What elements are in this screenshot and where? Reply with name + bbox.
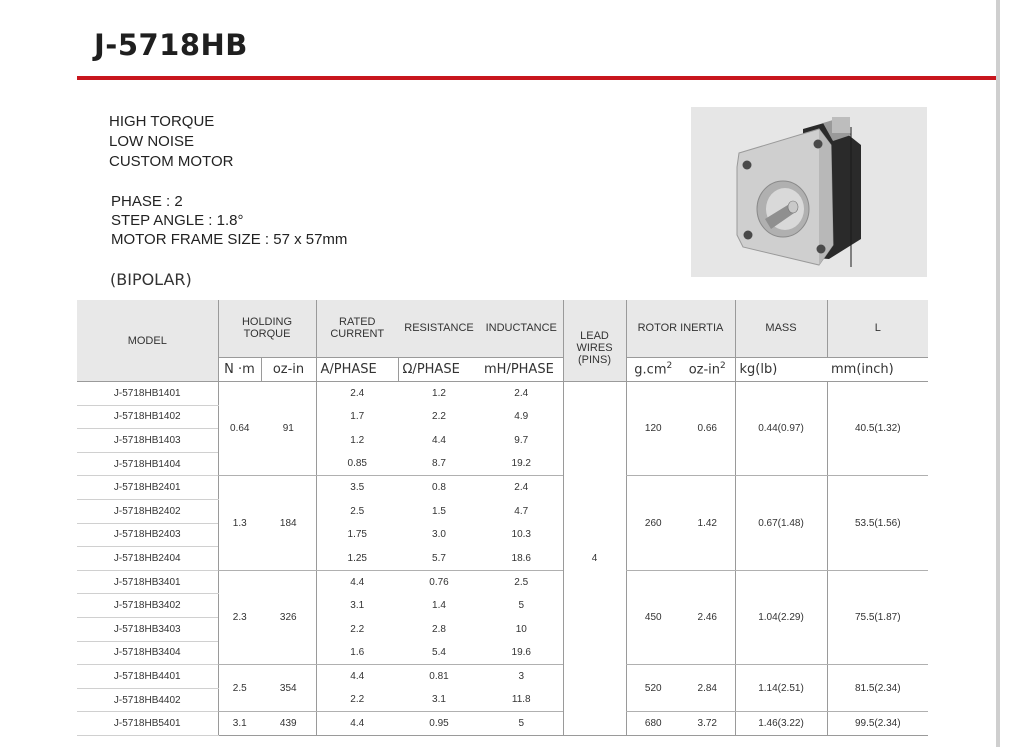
cell-model: J-5718HB1403	[77, 429, 218, 453]
cell-current: 4.4	[316, 712, 398, 736]
cell-inductance: 2.4	[514, 482, 529, 494]
wiring-type: (BIPOLAR)	[110, 270, 192, 289]
cell-torque-ozin: 326	[261, 570, 316, 664]
header-lead-wires-sub: (PINS)	[578, 354, 611, 366]
cell-inertia-gcm: 450	[626, 570, 680, 664]
table-row	[77, 570, 928, 594]
cell-resistance: 1.5	[432, 505, 446, 517]
cell-inductance: 2.5	[514, 576, 529, 588]
cell-inductance: 18.6	[480, 547, 563, 571]
feature-item: HIGH TORQUE	[109, 113, 215, 130]
cell-model: J-5718HB2402	[77, 499, 218, 523]
cell-inductance: 3	[518, 671, 525, 683]
cell-length: 53.5(1.56)	[827, 476, 928, 570]
cell-torque-nm: 3.1	[218, 712, 261, 736]
cell-length: 81.5(2.34)	[827, 665, 928, 712]
cell-current: 1.6	[316, 641, 398, 665]
spec-phase: PHASE : 2	[111, 193, 183, 210]
unit-current: A/PHASE	[316, 357, 398, 381]
cell-inductance: 10	[515, 623, 527, 635]
unit-inertia-gcm-label: g.cm	[634, 362, 667, 378]
cell-torque-nm: 0.64	[218, 382, 261, 476]
cell-torque-nm: 2.3	[218, 570, 261, 664]
cell-inertia-gcm: 120	[626, 382, 680, 476]
cell-current: 1.25	[316, 547, 398, 571]
cell-inertia-gcm: 260	[626, 476, 680, 570]
table-body	[77, 382, 928, 736]
cell-resistance: 8.7	[398, 452, 480, 476]
cell-current: 3.5	[316, 476, 398, 500]
cell-resistance: 0.81	[429, 671, 449, 683]
cell-current: 4.4	[316, 665, 398, 689]
unit-mass: kg(lb)	[735, 357, 827, 381]
cell-inertia-ozin: 3.72	[680, 712, 735, 736]
unit-inertia-ozin-label: oz-in	[688, 362, 721, 378]
header-rotor-inertia: ROTOR INERTIA	[626, 300, 735, 357]
cell-resistance: 2.2	[432, 411, 446, 423]
spec-frame-size: MOTOR FRAME SIZE : 57 x 57mm	[111, 231, 348, 248]
cell-inertia-ozin: 0.66	[680, 382, 735, 476]
cell-resistance: 3.0	[432, 529, 446, 541]
cell-length: 75.5(1.87)	[827, 570, 928, 664]
cell-inductance: 19.2	[480, 452, 563, 476]
spec-table	[77, 300, 928, 736]
cell-resistance: 4.4	[432, 434, 446, 446]
cell-resistance: 0.8	[432, 482, 446, 494]
unit-resistance: Ω/PHASE	[398, 357, 480, 381]
cell-inductance: 10.3	[511, 529, 531, 541]
cell-mass: 0.44(0.97)	[735, 382, 827, 476]
cell-model: J-5718HB3404	[77, 641, 218, 665]
cell-model: J-5718HB2401	[77, 476, 218, 500]
feature-item: CUSTOM MOTOR	[109, 153, 234, 170]
cell-inertia-ozin: 1.42	[680, 476, 735, 570]
cell-lead-wires: 4	[563, 382, 626, 736]
header-model: MODEL	[77, 300, 218, 382]
header-holding-torque: HOLDING TORQUE	[218, 300, 316, 357]
header-mass: MASS	[735, 300, 827, 357]
table-header-row	[77, 300, 928, 357]
cell-inertia-ozin: 2.84	[680, 665, 735, 712]
unit-inertia-ozin	[680, 357, 735, 381]
cell-torque-nm: 2.5	[218, 665, 261, 712]
cell-resistance: 1.2	[432, 388, 446, 400]
cell-model: J-5718HB3401	[77, 570, 218, 594]
cell-resistance: 5.7	[398, 547, 480, 571]
cell-resistance: 0.95	[398, 712, 480, 736]
page-title: J-5718HB	[94, 28, 248, 62]
cell-torque-ozin: 184	[261, 476, 316, 570]
cell-model: J-5718HB3403	[77, 617, 218, 641]
cell-model: J-5718HB5401	[77, 712, 218, 736]
cell-current: 1.7	[316, 405, 398, 429]
cell-model: J-5718HB2403	[77, 523, 218, 547]
cell-torque-ozin: 354	[261, 665, 316, 712]
unit-torque-nm: N ·m	[218, 357, 261, 381]
feature-item: LOW NOISE	[109, 133, 195, 150]
cell-current: 1.75	[316, 523, 398, 547]
cell-model: J-5718HB3402	[77, 594, 218, 618]
cell-torque-nm: 1.3	[218, 476, 261, 570]
header-resistance: RESISTANCE	[398, 300, 480, 357]
cell-length: 99.5(2.34)	[827, 712, 928, 736]
cell-model: J-5718HB1401	[77, 382, 218, 406]
cell-model: J-5718HB4401	[77, 665, 218, 689]
cell-inductance: 11.8	[480, 688, 563, 712]
header-lead-wires	[563, 300, 626, 382]
unit-torque-ozin: oz-in	[261, 357, 316, 381]
header-lead-wires-label: LEAD WIRES	[576, 330, 613, 354]
cell-model: J-5718HB1404	[77, 452, 218, 476]
cell-inductance: 2.4	[514, 388, 529, 400]
unit-inductance: mH/PHASE	[480, 357, 563, 381]
cell-inductance: 9.7	[514, 434, 529, 446]
table-row	[77, 665, 928, 689]
cell-resistance: 3.1	[398, 688, 480, 712]
header-length: L	[827, 300, 928, 357]
cell-inertia-ozin: 2.46	[680, 570, 735, 664]
cell-inductance: 5	[518, 600, 525, 612]
cell-current: 2.5	[316, 499, 398, 523]
cell-model: J-5718HB4402	[77, 688, 218, 712]
cell-inductance: 4.7	[514, 505, 529, 517]
unit-length: mm(inch)	[827, 357, 928, 381]
spec-list	[111, 192, 347, 249]
cell-inertia-gcm: 680	[626, 712, 680, 736]
cell-current: 2.2	[316, 617, 398, 641]
cell-resistance: 1.4	[432, 600, 446, 612]
cell-torque-ozin: 439	[261, 712, 316, 736]
table-row	[77, 382, 928, 406]
cell-current: 2.2	[316, 688, 398, 712]
cell-inductance: 5	[480, 712, 563, 736]
cell-resistance: 2.8	[432, 623, 446, 635]
header-rated-current: RATED CURRENT	[316, 300, 398, 357]
cell-model: J-5718HB2404	[77, 547, 218, 571]
table-row	[77, 712, 928, 736]
table-row	[77, 476, 928, 500]
spec-step-angle: STEP ANGLE : 1.8°	[111, 212, 244, 229]
unit-inertia-exp2: 2	[720, 361, 726, 372]
cell-model: J-5718HB1402	[77, 405, 218, 429]
feature-list	[109, 112, 233, 172]
header-inductance: INDUCTANCE	[480, 300, 563, 357]
stepper-motor-photo	[691, 107, 927, 277]
cell-mass: 1.46(3.22)	[735, 712, 827, 736]
cell-torque-ozin: 91	[261, 382, 316, 476]
unit-inertia-gcm	[626, 357, 680, 381]
cell-current: 0.85	[316, 452, 398, 476]
cell-resistance: 5.4	[398, 641, 480, 665]
cell-inductance: 19.6	[480, 641, 563, 665]
cell-current: 2.4	[316, 382, 398, 406]
cell-mass: 1.14(2.51)	[735, 665, 827, 712]
cell-current: 3.1	[316, 594, 398, 618]
cell-inductance: 4.9	[514, 411, 529, 423]
unit-inertia-exp1: 2	[666, 361, 673, 372]
cell-mass: 1.04(2.29)	[735, 570, 827, 664]
cell-mass: 0.67(1.48)	[735, 476, 827, 570]
cell-inertia-gcm: 520	[626, 665, 680, 712]
cell-length: 40.5(1.32)	[827, 382, 928, 476]
cell-current: 4.4	[316, 570, 398, 594]
page-edge	[996, 0, 1000, 747]
cell-current: 1.2	[316, 429, 398, 453]
title-divider	[77, 76, 996, 80]
cell-resistance: 0.76	[429, 576, 449, 588]
